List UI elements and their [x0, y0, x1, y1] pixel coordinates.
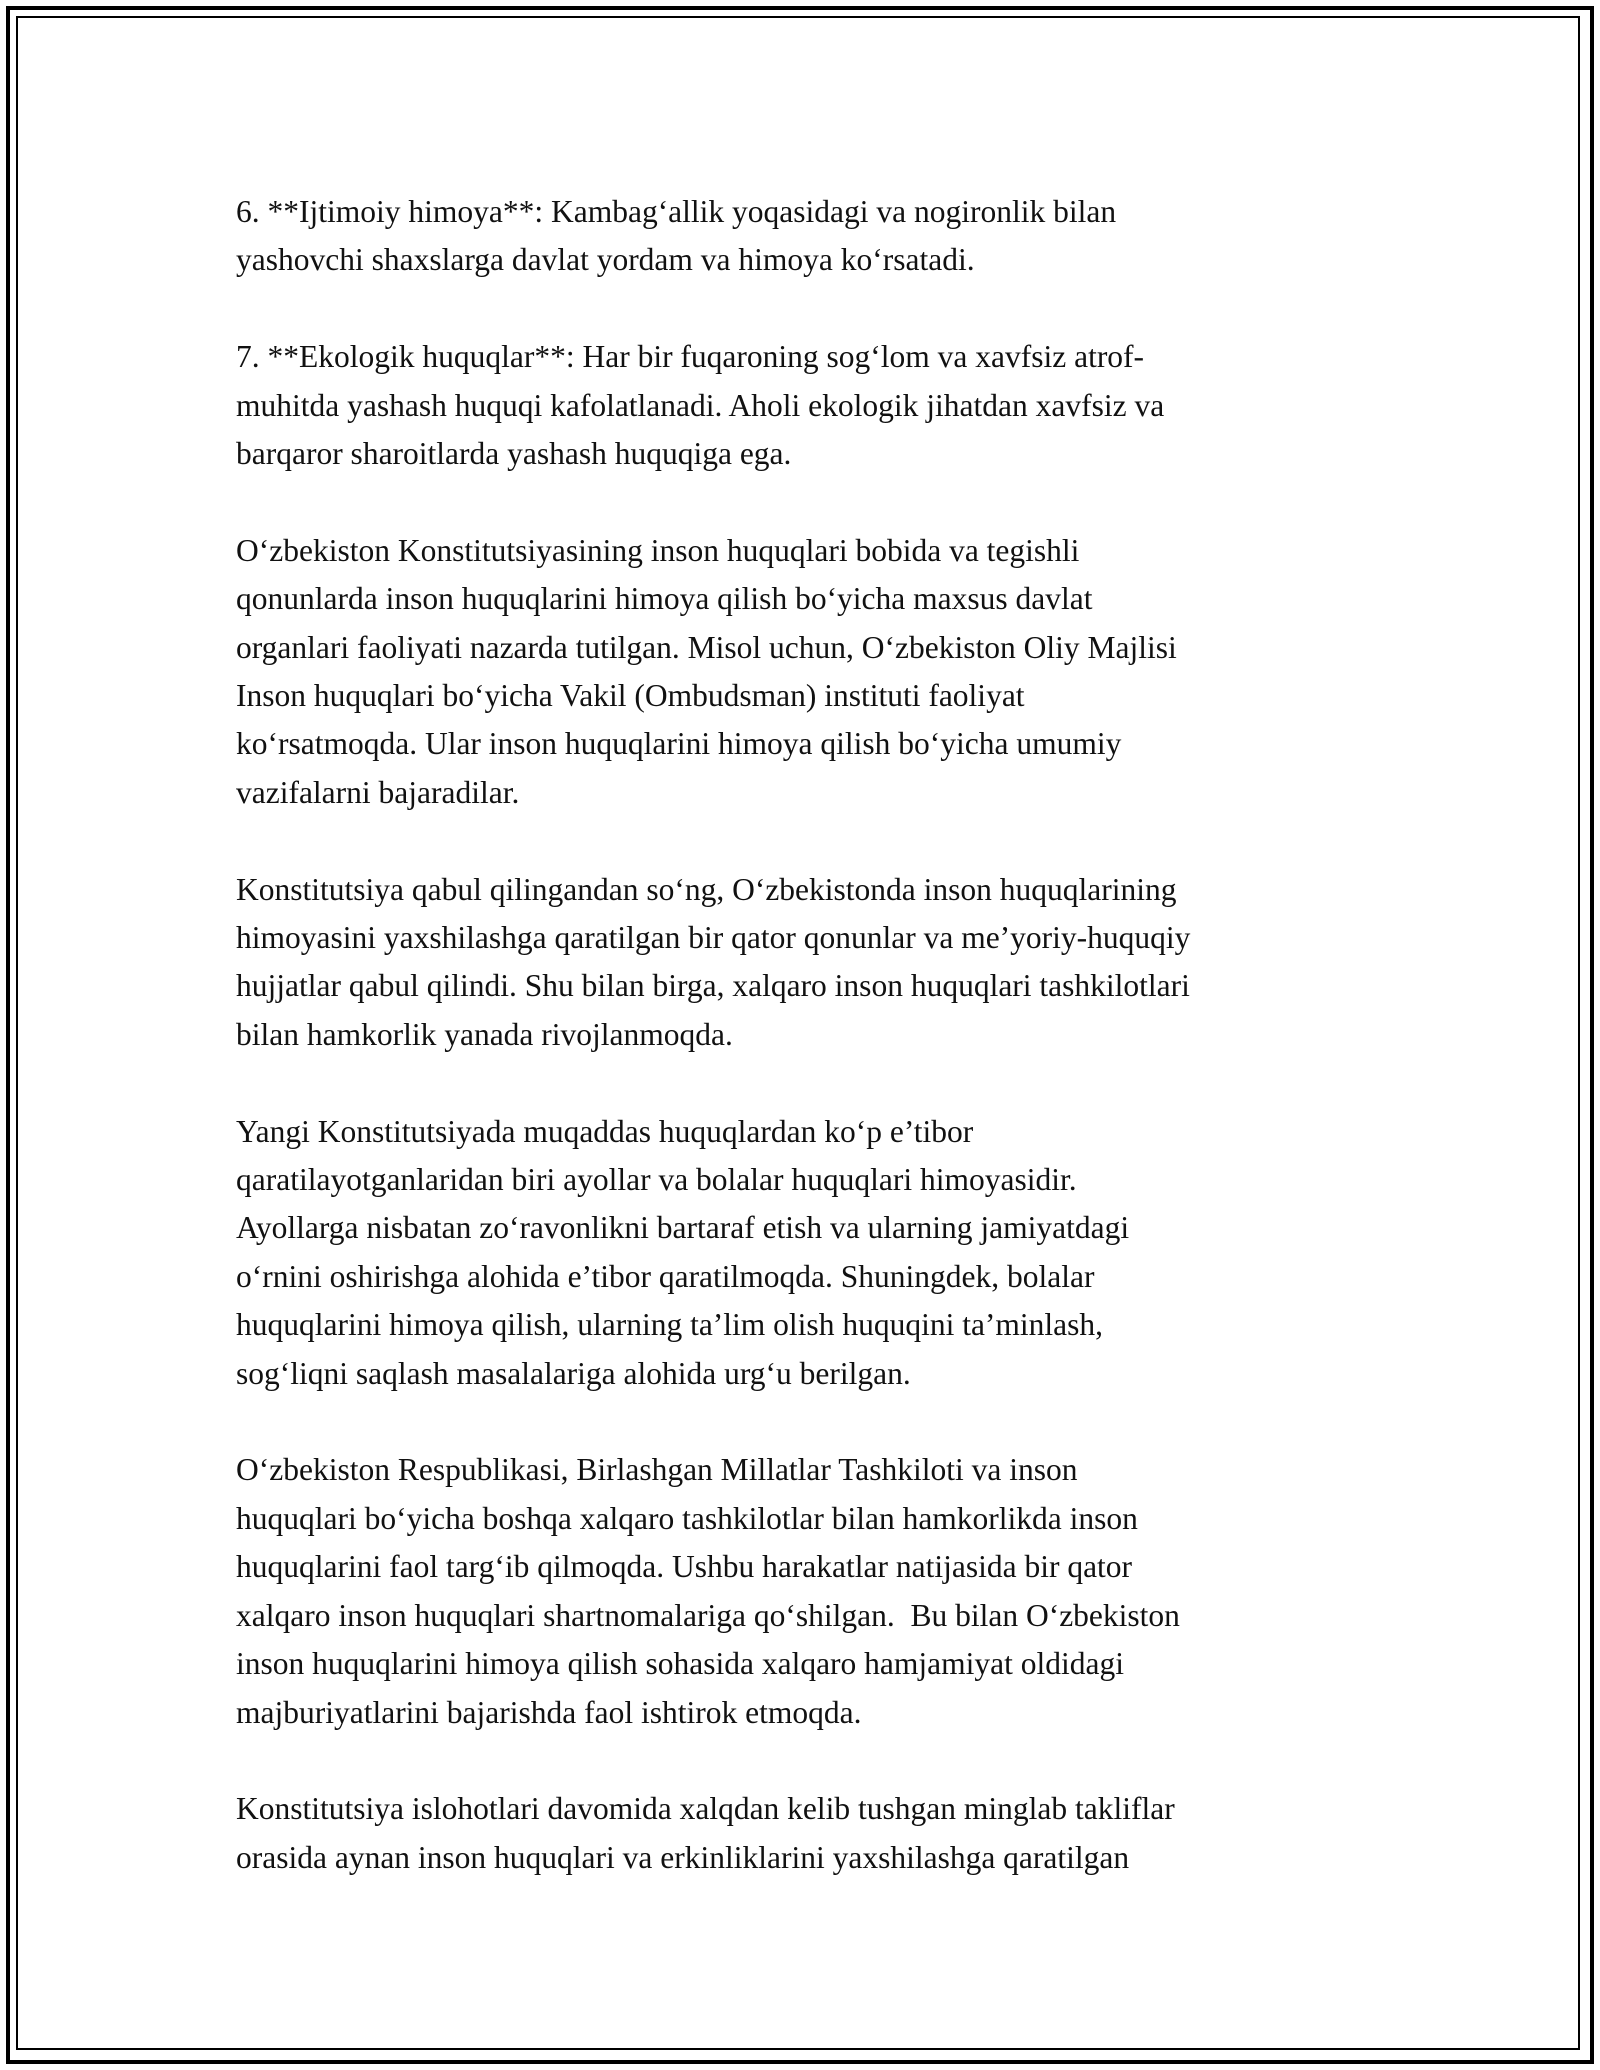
text-line: yashovchi shaxslarga davlat yordam va himoya ko‘rsatadi. [236, 242, 975, 278]
text-line: barqaror sharoitlarda yashash huquqiga ega. [236, 436, 792, 472]
paragraph-ijtimoiy-himoya [236, 188, 1366, 285]
text-line: 6. **Ijtimoiy himoya**: Kambag‘allik yoqasidagi va nogironlik bilan [236, 194, 1117, 229]
text-line: ko‘rsatmoqda. Ular inson huquqlarini himoya qilish bo‘yicha umumiy [236, 726, 1122, 762]
paragraph-ekologik-huquqlar [236, 333, 1366, 478]
paragraph-ayollar-bolalar [236, 1108, 1366, 1398]
paragraph-xalqaro-hamkorlik [236, 1446, 1366, 1736]
text-line: Konstitutsiya qabul qilingandan so‘ng, O‘zbekistonda inson huquqlarining [236, 871, 1177, 907]
text-line: Inson huquqlari bo‘yicha Vakil (Ombudsman) instituti faoliyat [236, 678, 1025, 714]
text-line: Konstitutsiya islohotlari davomida xalqdan kelib tushgan minglab takliflar [236, 1791, 1175, 1827]
document-body [236, 188, 1366, 1931]
text-line: organlari faoliyati nazarda tutilgan. Misol uchun, O‘zbekiston Oliy Majlisi [236, 629, 1177, 665]
text-line: O‘zbekiston Konstitutsiyasining inson huquqlari bobida va tegishli [236, 532, 1080, 568]
text-line: xalqaro inson huquqlari shartnomalariga qo‘shilgan. Bu bilan O‘zbekiston [236, 1597, 1180, 1633]
text-line: huquqlarini himoya qilish, ularning ta’lim olish huquqini ta’minlash, [236, 1307, 1104, 1343]
text-line: huquqlarini faol targ‘ib qilmoqda. Ushbu harakatlar natijasida bir qator [236, 1549, 1133, 1585]
text-line: 7. **Ekologik huquqlar**: Har bir fuqaroning sog‘lom va xavfsiz atrof- [236, 339, 1145, 375]
text-line: inson huquqlarini himoya qilish sohasida xalqaro hamjamiyat oldidagi [236, 1646, 1124, 1682]
text-line: bilan hamkorlik yanada rivojlanmoqda. [236, 1016, 733, 1052]
text-line: qaratilayotganlaridan biri ayollar va bolalar huquqlari himoyasidir. [236, 1162, 1077, 1198]
text-line: huquqlari bo‘yicha boshqa xalqaro tashkilotlar bilan hamkorlikda inson [236, 1500, 1138, 1536]
paragraph-qonunlar [236, 866, 1366, 1060]
text-line: sog‘liqni saqlash masalalariga alohida urg‘u berilgan. [236, 1355, 911, 1391]
text-line: O‘zbekiston Respublikasi, Birlashgan Millatlar Tashkiloti va inson [236, 1452, 1078, 1488]
text-line: himoyasini yaxshilashga qaratilgan bir qator qonunlar va me’yoriy-huquqiy [236, 920, 1191, 956]
text-line: orasida aynan inson huquqlari va erkinliklarini yaxshilashga qaratilgan [236, 1839, 1130, 1875]
text-line: majburiyatlarini bajarishda faol ishtirok etmoqda. [236, 1694, 862, 1730]
text-line: qonunlarda inson huquqlarini himoya qilish bo‘yicha maxsus davlat [236, 581, 1093, 617]
text-line: o‘rnini oshirishga alohida e’tibor qaratilmoqda. Shuningdek, bolalar [236, 1258, 1095, 1294]
paragraph-ombudsman [236, 527, 1366, 817]
text-line: Ayollarga nisbatan zo‘ravonlikni bartaraf etish va ularning jamiyatdagi [236, 1210, 1130, 1246]
text-line: Yangi Konstitutsiyada muqaddas huquqlardan ko‘p e’tibor [236, 1113, 974, 1149]
paragraph-islohotlar [236, 1785, 1366, 1882]
text-line: vazifalarni bajaradilar. [236, 774, 520, 810]
text-line: muhitda yashash huquqi kafolatlanadi. Aholi ekologik jihatdan xavfsiz va [236, 387, 1165, 423]
text-line: hujjatlar qabul qilindi. Shu bilan birga, xalqaro inson huquqlari tashkilotlari [236, 968, 1190, 1004]
